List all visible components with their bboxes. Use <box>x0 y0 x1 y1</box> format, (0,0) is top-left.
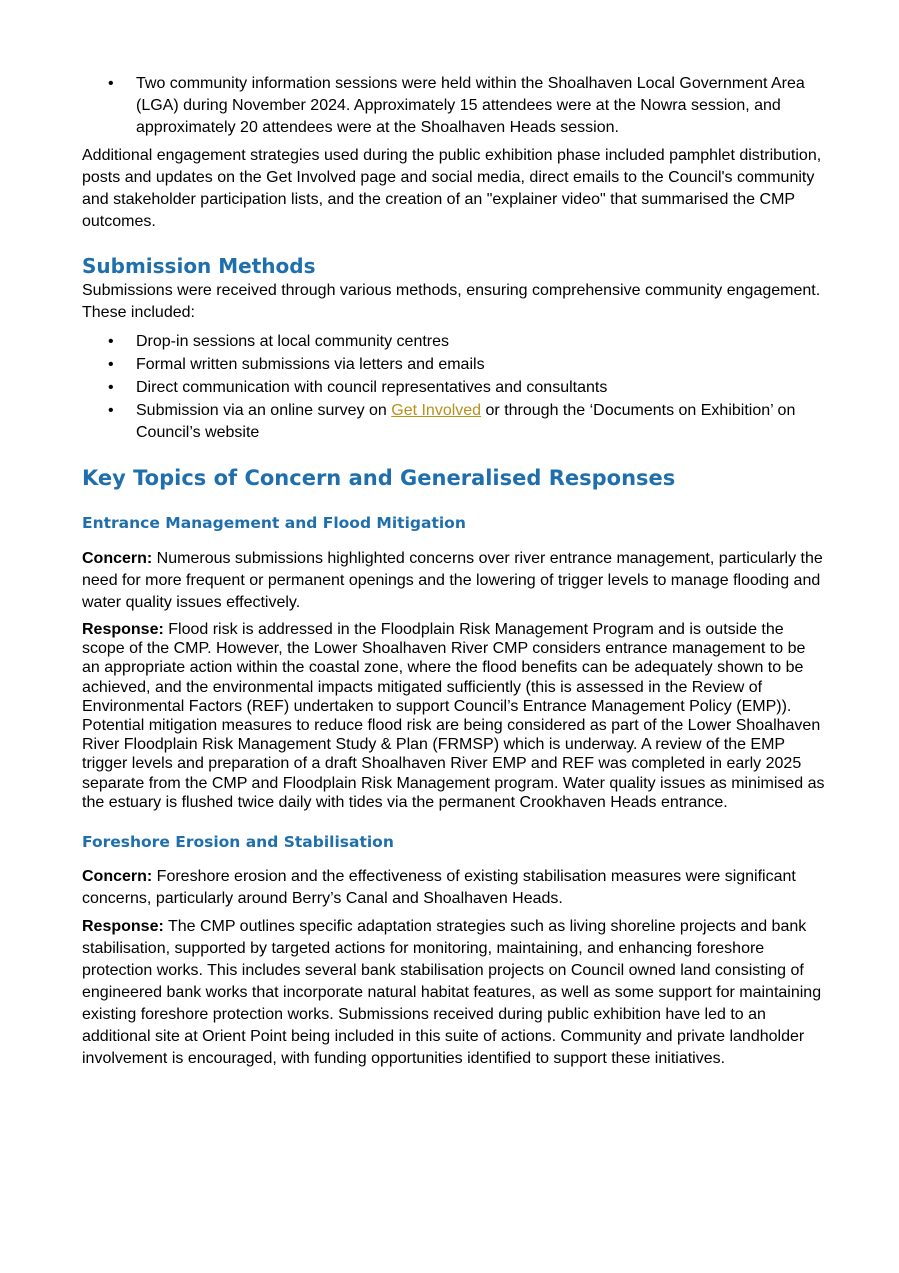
page-content <box>82 73 827 1070</box>
list-item-text-before: Submission via an online survey on <box>136 402 392 419</box>
concern-text: Numerous submissions highlighted concerns over river entrance management, particularly the need for more frequent or permanent openings and the lowering of trigger levels to manage flooding and water quality issues effectively. <box>82 550 823 611</box>
concern-paragraph-entrance <box>82 548 827 614</box>
get-involved-link[interactable]: Get Involved <box>391 402 482 419</box>
section-heading-foreshore: Foreshore Erosion and Stabilisation <box>82 833 394 852</box>
response-text: Flood risk is addressed in the Floodplain Risk Management Program and is outside the scope of the CMP. However, the Lower Shoalhaven River CMP considers entrance management to be an appropriate action within the coastal zone, where the flood benefits can be adequately shown to be achieved, and the environmental impacts mitigated sufficiently (this is assessed in the Review of Environmental Factors (REF) undertaken to support Council’s Entrance Management Policy (EMP)). Potential mitigation measures to reduce flood risk are being considered as part of the Lower Shoalhaven River Floodplain Risk Management Study & Plan (FRMSP) which is underway. A review of the EMP trigger levels and preparation of a draft Shoalhaven River EMP and REF was completed in early 2025 separate from the CMP and Floodplain Risk Management program. Water quality issues as minimised as the estuary is flushed twice daily with tides via the permanent Crookhaven Heads entrance. <box>82 621 825 811</box>
bullet-icon: • <box>108 379 114 396</box>
list-item <box>82 331 827 353</box>
list-item-text-after: or through the ‘Documents on Exhibition’ on Council’s website <box>136 402 796 441</box>
list-item-text: Formal written submissions via letters and emails <box>136 356 485 373</box>
section-heading-entrance: Entrance Management and Flood Mitigation <box>82 514 466 532</box>
submission-methods-list <box>82 331 827 444</box>
bullet-icon: • <box>108 402 114 419</box>
response-text: The CMP outlines specific adaptation strategies such as living shoreline projects and bank stabilisation, supported by targeted actions for monitoring, maintaining, and enhancing foreshore protection works. This includes several bank stabilisation projects on Council owned land consisting of engineered bank works that incorporate natural habitat features, as well as some support for maintaining existing foreshore protection works. Submissions received during public exhibition have led to an additional site at Orient Point being included in this suite of actions. Community and private landholder involvement is encouraged, with funding opportunities identified to support these initiatives. <box>82 918 822 1068</box>
bullet-icon: • <box>108 75 114 92</box>
list-item-text: Two community information sessions were held within the Shoalhaven Local Government Area (LGA) during November 2024. Approximately 15 attendees were at the Nowra session, and approximately 20 attendees were at the Shoalhaven Heads session. <box>136 75 805 136</box>
intro-bullet-list <box>82 73 827 139</box>
concern-label: Concern: <box>82 868 153 886</box>
submission-methods-heading: Submission Methods <box>82 254 316 278</box>
list-item-text: Drop-in sessions at local community centres <box>136 333 450 350</box>
engagement-paragraph: Additional engagement strategies used during the public exhibition phase included pamphlet distribution, posts and updates on the Get Involved page and social media, direct emails to the Council's community and stakeholder participation lists, and the creation of an "explainer video" that summarised the CMP outcomes. <box>82 147 822 230</box>
list-item-text: Direct communication with council representatives and consultants <box>136 379 608 396</box>
submission-intro: Submissions were received through various methods, ensuring comprehensive community engagement. These included: <box>82 282 821 321</box>
key-topics-heading: Key Topics of Concern and Generalised Responses <box>82 466 676 490</box>
response-label: Response: <box>82 918 164 936</box>
bullet-icon: • <box>108 333 114 350</box>
concern-text: Foreshore erosion and the effectiveness of existing stabilisation measures were significant concerns, particularly around Berry’s Canal and Shoalhaven Heads. <box>82 868 796 908</box>
list-item <box>82 400 827 444</box>
list-item <box>82 354 827 376</box>
concern-paragraph-foreshore <box>82 866 827 910</box>
list-item <box>82 73 827 139</box>
response-paragraph-foreshore <box>82 916 827 1070</box>
bullet-icon: • <box>108 356 114 373</box>
response-paragraph-entrance <box>82 620 827 812</box>
list-item <box>82 377 827 399</box>
response-label: Response: <box>82 621 164 638</box>
concern-label: Concern: <box>82 550 153 567</box>
